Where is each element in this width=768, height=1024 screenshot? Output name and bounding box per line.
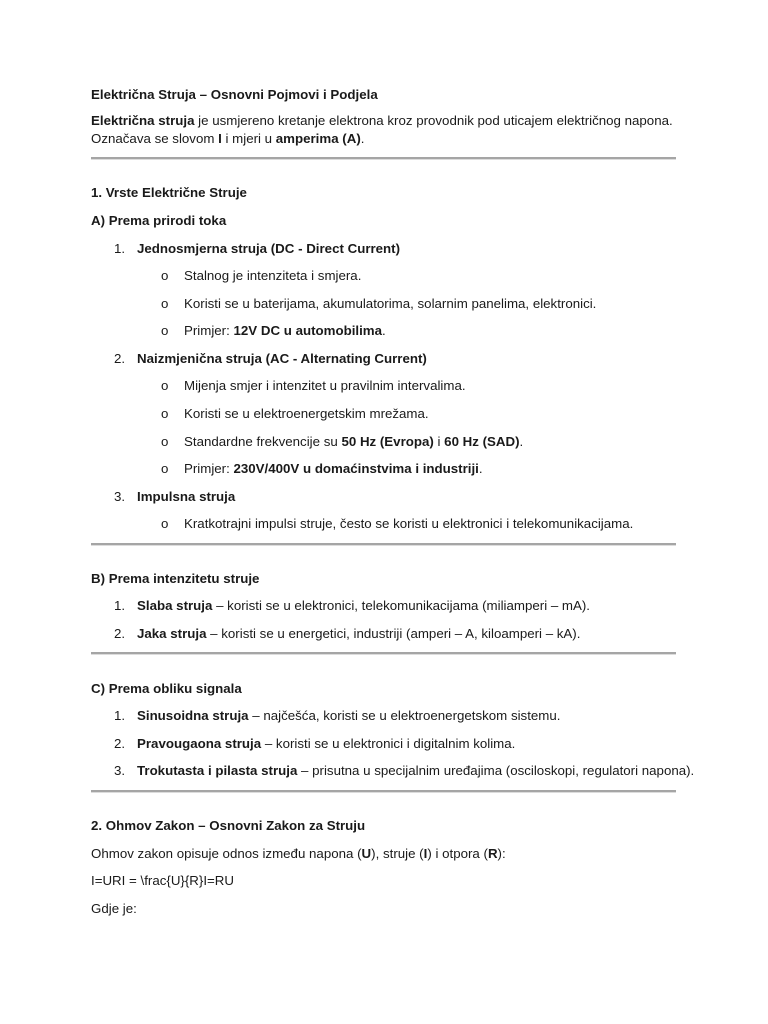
intro-text: . xyxy=(360,131,365,146)
section-1-heading: 1. Vrste Električne Struje xyxy=(91,185,247,200)
ohm-text: Ohmov zakon opisuje odnos između napona ( xyxy=(91,846,362,861)
intro-lead-rest: je usmjereno kretanje elektrona kroz provodnik pod uticajem električnog napona. xyxy=(194,113,673,128)
bullet-text: . xyxy=(519,434,524,449)
ohm-description xyxy=(91,845,506,863)
list-number: 3. xyxy=(114,489,126,504)
intro-text: Označava se slovom xyxy=(91,131,219,146)
list-number: 2. xyxy=(114,351,126,366)
intro-line-2 xyxy=(91,130,364,148)
gdje-je-label: Gdje je: xyxy=(91,901,137,916)
divider xyxy=(91,543,676,546)
bullet-icon: o xyxy=(161,434,169,449)
list-item xyxy=(184,433,523,451)
ohm-symbol: I xyxy=(423,846,428,861)
list-item: Koristi se u baterijama, akumulatorima, solarnim panelima, elektronici. xyxy=(184,296,597,311)
list-item: Mijenja smjer i intenzitet u pravilnim intervalima. xyxy=(184,378,466,393)
intro-lead-bold: Električna struja xyxy=(91,113,195,128)
list-number: 2. xyxy=(114,626,126,641)
list-item xyxy=(137,625,580,643)
list-item-bold: Sinusoidna struja xyxy=(137,708,249,723)
bullet-text-bold: 60 Hz (SAD) xyxy=(444,434,520,449)
bullet-text: Primjer: xyxy=(184,323,234,338)
list-item-bold: Jaka struja xyxy=(137,626,207,641)
list-number: 1. xyxy=(114,708,126,723)
list-item xyxy=(137,597,590,615)
ohm-text: ): xyxy=(497,846,506,861)
divider xyxy=(91,790,676,793)
section-c-heading: C) Prema obliku signala xyxy=(91,681,242,696)
list-item-ac-title: Naizmjenična struja (AC - Alternating Current) xyxy=(137,351,427,366)
bullet-text-bold: 12V DC u automobilima xyxy=(233,323,383,338)
list-item-bold: Slaba struja xyxy=(137,598,213,613)
section-2-heading: 2. Ohmov Zakon – Osnovni Zakon za Struju xyxy=(91,818,366,833)
bullet-icon: o xyxy=(161,268,169,283)
divider xyxy=(91,652,676,655)
list-item xyxy=(137,707,560,725)
intro-text: i mjeri u xyxy=(221,131,276,146)
intro-line-1 xyxy=(91,112,673,130)
document-title: Električna Struja – Osnovni Pojmovi i Podjela xyxy=(91,87,378,102)
list-item-dc-title: Jednosmjerna struja (DC - Direct Current) xyxy=(137,241,401,256)
list-item-text: – koristi se u elektronici i digitalnim kolima. xyxy=(261,736,516,751)
bullet-text: . xyxy=(382,323,386,338)
intro-symbol: I xyxy=(218,131,222,146)
list-item: Kratkotrajni impulsi struje, često se koristi u elektronici i telekomunikacijama. xyxy=(184,516,634,531)
ohm-formula: I=URI = \frac{U}{R}I=RU xyxy=(91,873,235,888)
list-number: 2. xyxy=(114,736,126,751)
bullet-text-bold: 50 Hz (Evropa) xyxy=(341,434,434,449)
list-item xyxy=(184,322,386,340)
list-item: Stalnog je intenziteta i smjera. xyxy=(184,268,362,283)
bullet-text: Standardne frekvencije su xyxy=(184,434,342,449)
list-item-text: – koristi se u energetici, industriji (amperi – A, kiloamperi – kA). xyxy=(206,626,581,641)
bullet-text: Primjer: xyxy=(184,461,234,476)
section-b-heading: B) Prema intenzitetu struje xyxy=(91,571,260,586)
divider xyxy=(91,157,676,160)
list-item: Koristi se u elektroenergetskim mrežama. xyxy=(184,406,429,421)
list-item xyxy=(137,735,515,753)
bullet-icon: o xyxy=(161,323,169,338)
ohm-symbol: U xyxy=(361,846,372,861)
list-item xyxy=(184,460,483,478)
bullet-icon: o xyxy=(161,296,169,311)
bullet-icon: o xyxy=(161,461,169,476)
bullet-icon: o xyxy=(161,406,169,421)
list-item-text: – koristi se u elektronici, telekomunikacijama (miliamperi – mA). xyxy=(212,598,590,613)
list-number: 1. xyxy=(114,598,126,613)
ohm-text: ), struje ( xyxy=(371,846,424,861)
bullet-text-bold: 230V/400V u domaćinstvima i industriji xyxy=(233,461,479,476)
list-number: 1. xyxy=(114,241,126,256)
section-a-heading: A) Prema prirodi toka xyxy=(91,213,227,228)
list-item-text: – prisutna u specijalnim uređajima (osciloskopi, regulatori napona). xyxy=(297,763,695,778)
list-item xyxy=(137,762,694,780)
bullet-text: . xyxy=(478,461,483,476)
list-number: 3. xyxy=(114,763,126,778)
bullet-icon: o xyxy=(161,378,169,393)
list-item-bold: Pravougaona struja xyxy=(137,736,262,751)
intro-unit: amperima (A) xyxy=(275,131,361,146)
ohm-text: ) i otpora ( xyxy=(427,846,488,861)
bullet-text: i xyxy=(433,434,445,449)
ohm-symbol: R xyxy=(487,846,498,861)
list-item-impulse-title: Impulsna struja xyxy=(137,489,236,504)
list-item-bold: Trokutasta i pilasta struja xyxy=(137,763,298,778)
list-item-text: – najčešća, koristi se u elektroenergetskom sistemu. xyxy=(248,708,561,723)
bullet-icon: o xyxy=(161,516,169,531)
